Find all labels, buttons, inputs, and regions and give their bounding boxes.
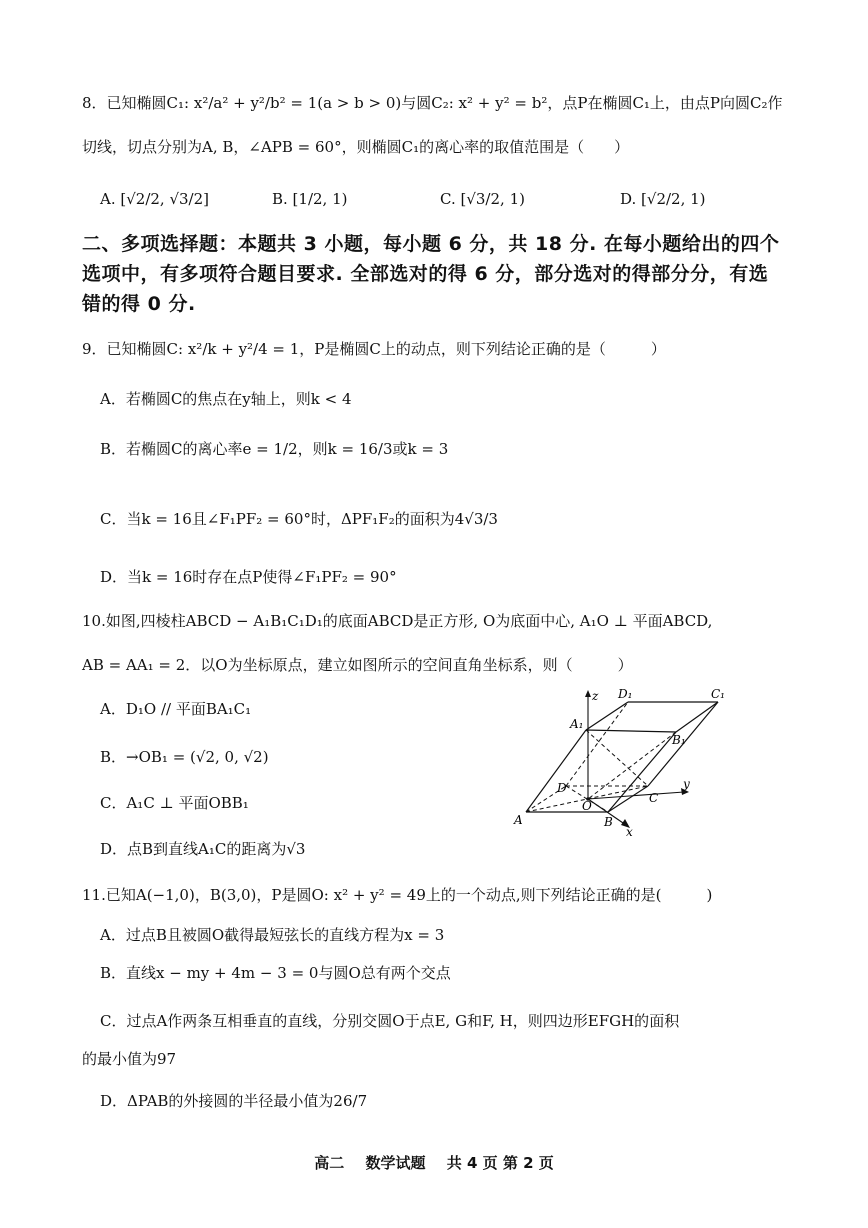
q10-stem-line2: AB = AA₁ = 2．以O为坐标原点，建立如图所示的空间直角坐标系，则（ ） — [82, 656, 633, 674]
q8-option-b: B. [1/2, 1) — [272, 190, 348, 208]
q8-stem-line2: 切线，切点分别为A, B，∠APB = 60°，则椭圆C₁的离心率的取值范围是（ ） — [82, 138, 630, 156]
q11-option-b: B．直线x − my + 4m − 3 = 0与圆O总有两个交点 — [100, 964, 451, 982]
q11-option-c-line2: 的最小值为97 — [82, 1050, 177, 1068]
prism-figure — [508, 688, 738, 838]
q11-option-a: A．过点B且被圆O截得最短弦长的直线方程为x = 3 — [100, 926, 445, 944]
footer-page-count: 共 4 页 第 2 页 — [446, 1154, 554, 1172]
q9-option-c: C．当k = 16且∠F₁PF₂ = 60°时，ΔPF₁F₂的面积为4√3/3 — [100, 510, 498, 528]
label-d1: D₁ — [618, 688, 633, 701]
label-a1: A₁ — [570, 717, 584, 731]
q9-option-b: B．若椭圆C的离心率e = 1/2，则k = 16/3或k = 3 — [100, 440, 449, 458]
q8-stem-line1: 8．已知椭圆C₁: x²/a² + y²/b² = 1(a > b > 0)与圆C₂: x² + y² = b²，点P在椭圆C₁上，由点P向圆C₂作 — [82, 94, 783, 112]
section-heading-line1: 二、多项选择题：本题共 3 小题，每小题 6 分，共 18 分. 在每小题给出的四个 — [82, 233, 780, 255]
q10-option-a: A．D₁O // 平面BA₁C₁ — [100, 700, 252, 718]
z-axis-arrow — [585, 690, 591, 697]
q10-option-d: D．点B到直线A₁C的距离为√3 — [100, 840, 306, 858]
q8-option-d: D. [√2/2, 1) — [620, 190, 706, 208]
footer-subject: 数学试题 — [365, 1154, 426, 1172]
q8-option-c: C. [√3/2, 1) — [440, 190, 525, 208]
edge-a1-c — [586, 730, 648, 786]
edge-b-c — [608, 786, 648, 812]
edge-a-a1 — [526, 730, 586, 812]
q8-option-a: A. [√2/2, √3/2] — [100, 190, 210, 208]
label-x: x — [626, 825, 633, 838]
edge-a1-d1 — [586, 702, 628, 730]
edge-b-b1 — [608, 732, 676, 812]
label-b1: B₁ — [672, 733, 686, 747]
page-footer — [0, 1152, 868, 1173]
q9-option-d: D．当k = 16时存在点P使得∠F₁PF₂ = 90° — [100, 568, 397, 586]
q11-option-d: D．ΔPAB的外接圆的半径最小值为26/7 — [100, 1092, 368, 1110]
label-y: y — [683, 777, 690, 791]
label-c: C — [649, 791, 659, 805]
footer-grade: 高二 — [314, 1154, 345, 1172]
label-z: z — [592, 689, 599, 703]
label-d: D — [557, 781, 567, 795]
section-heading-line3: 错的得 0 分. — [82, 293, 196, 315]
q11-stem: 11.已知A(−1,0)，B(3,0)，P是圆O: x² + y² = 49上的一个动点,则下列结论正确的是( ) — [82, 886, 713, 904]
q10-stem-line1: 10.如图,四棱柱ABCD − A₁B₁C₁D₁的底面ABCD是正方形, O为底面中心, A₁O ⊥ 平面ABCD, — [82, 612, 713, 630]
label-b: B — [604, 815, 613, 829]
label-c1: C₁ — [711, 688, 725, 701]
q9-stem: 9．已知椭圆C: x²/k + y²/4 = 1，P是椭圆C上的动点，则下列结论正确的是（ ） — [82, 340, 666, 358]
edge-b1-a1 — [586, 730, 676, 732]
label-o: O — [582, 799, 592, 813]
q11-option-c-line1: C．过点A作两条互相垂直的直线，分别交圆O于点E, G和F, H，则四边形EFGH的面积 — [100, 1012, 680, 1030]
q10-option-c: C．A₁C ⊥ 平面OBB₁ — [100, 794, 249, 812]
section-heading-line2: 选项中，有多项符合题目要求. 全部选对的得 6 分，部分选对的得部分分，有选 — [82, 263, 769, 285]
q9-option-a: A．若椭圆C的焦点在y轴上，则k < 4 — [100, 390, 352, 408]
q10-option-b: B．→OB₁ = (√2, 0, √2) — [100, 748, 269, 766]
label-a: A — [514, 813, 523, 827]
